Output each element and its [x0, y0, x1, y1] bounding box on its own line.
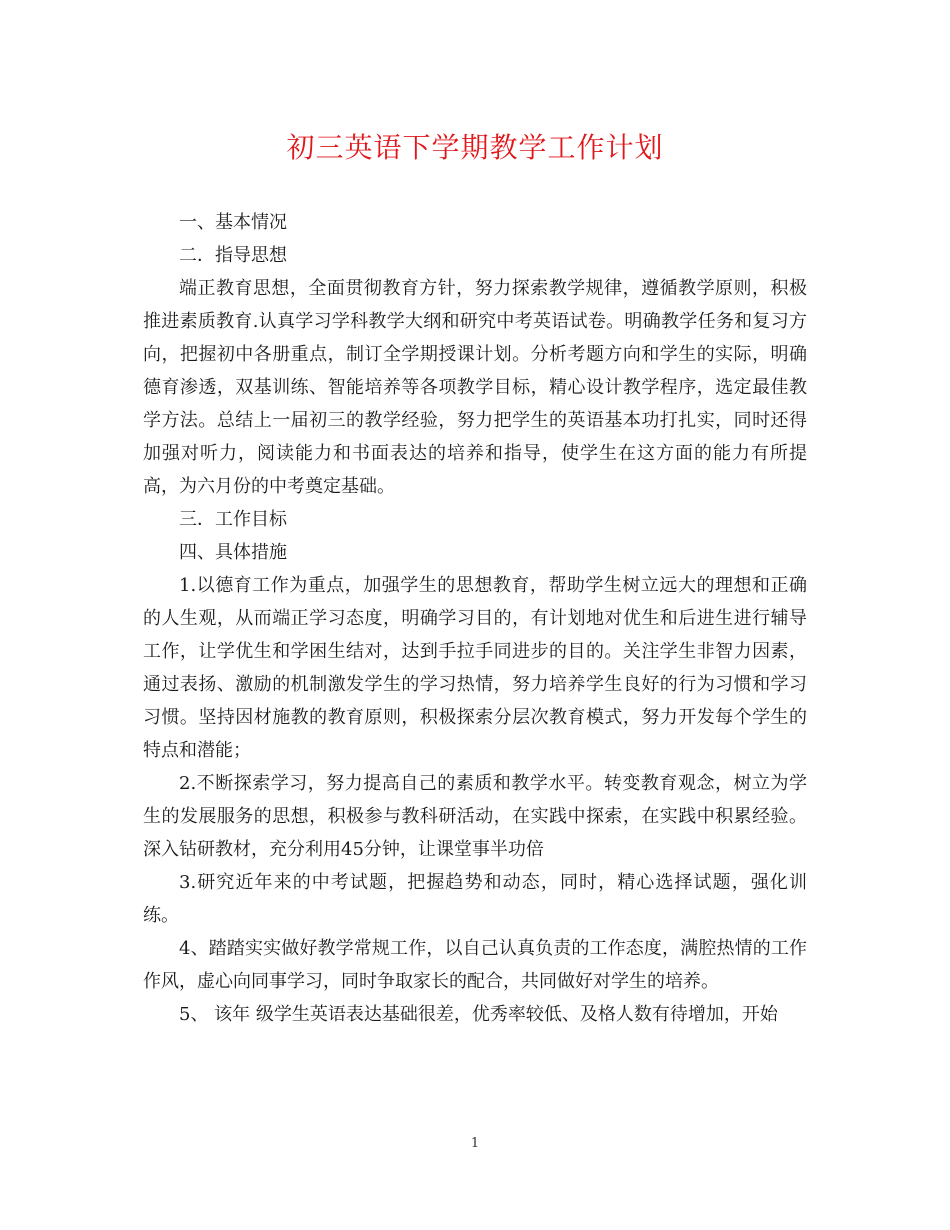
document-title: 初三英语下学期教学工作计划 [286, 131, 664, 164]
section-heading-basic-situation: 一、基本情况 [179, 212, 287, 233]
measure-item-2: 2.不断探索学习，努力提高自己的素质和教学水平。转变教育观念，树立为学生的发展服务的思想，积极参与教科研活动，在实践中探索，在实践中积累经验。深入钻研教材，充分利用45分钟，让课堂事半功倍 [143, 773, 807, 860]
section-heading-specific-measures: 四、具体措施 [179, 542, 287, 563]
measure-item-3: 3.研究近年来的中考试题，把握趋势和动态，同时，精心选择试题，强化训练。 [143, 872, 807, 926]
measure-item-5: 5、 该年 级学生英语表达基础很差，优秀率较低、及格人数有待增加，开始 [179, 1004, 778, 1025]
page-number: 1 [470, 1136, 480, 1151]
section-heading-work-goals: 三．工作目标 [179, 509, 287, 530]
section-heading-guiding-ideology: 二．指导思想 [179, 245, 287, 266]
paragraph-guiding-ideology: 端正教育思想，全面贯彻教育方针，努力探索教学规律，遵循教学原则，积极推进素质教育.认真学习学科教学大纲和研究中考英语试卷。明确教学任务和复习方向，把握初中各册重点，制订全学期授课计划。分析考题方向和学生的实际，明确德育渗透，双基训练、智能培养等各项教学目标，精心设计教学程序，选定最佳教学方法。总结上一届初三的教学经验，努力把学生的英语基本功打扎实，同时还得加强对听力，阅读能力和书面表达的培养和指导，使学生在这方面的能力有所提高，为六月份的中考奠定基础。 [143, 278, 807, 497]
measure-item-1: 1.以德育工作为重点，加强学生的思想教育，帮助学生树立远大的理想和正确的人生观，从而端正学习态度，明确学习目的，有计划地对优生和后进生进行辅导工作，让学优生和学困生结对，达到手拉手同进步的目的。关注学生非智力因素，通过表扬、激励的机制激发学生的学习热情，努力培养学生良好的行为习惯和学习习惯。坚持因材施教的教育原则，积极探索分层次教育模式，努力开发每个学生的特点和潜能； [143, 575, 807, 761]
document-body [143, 206, 807, 1031]
measure-item-4: 4、踏踏实实做好教学常规工作，以自己认真负责的工作态度，满腔热情的工作作风，虚心向同事学习，同时争取家长的配合，共同做好对学生的培养。 [143, 938, 807, 992]
